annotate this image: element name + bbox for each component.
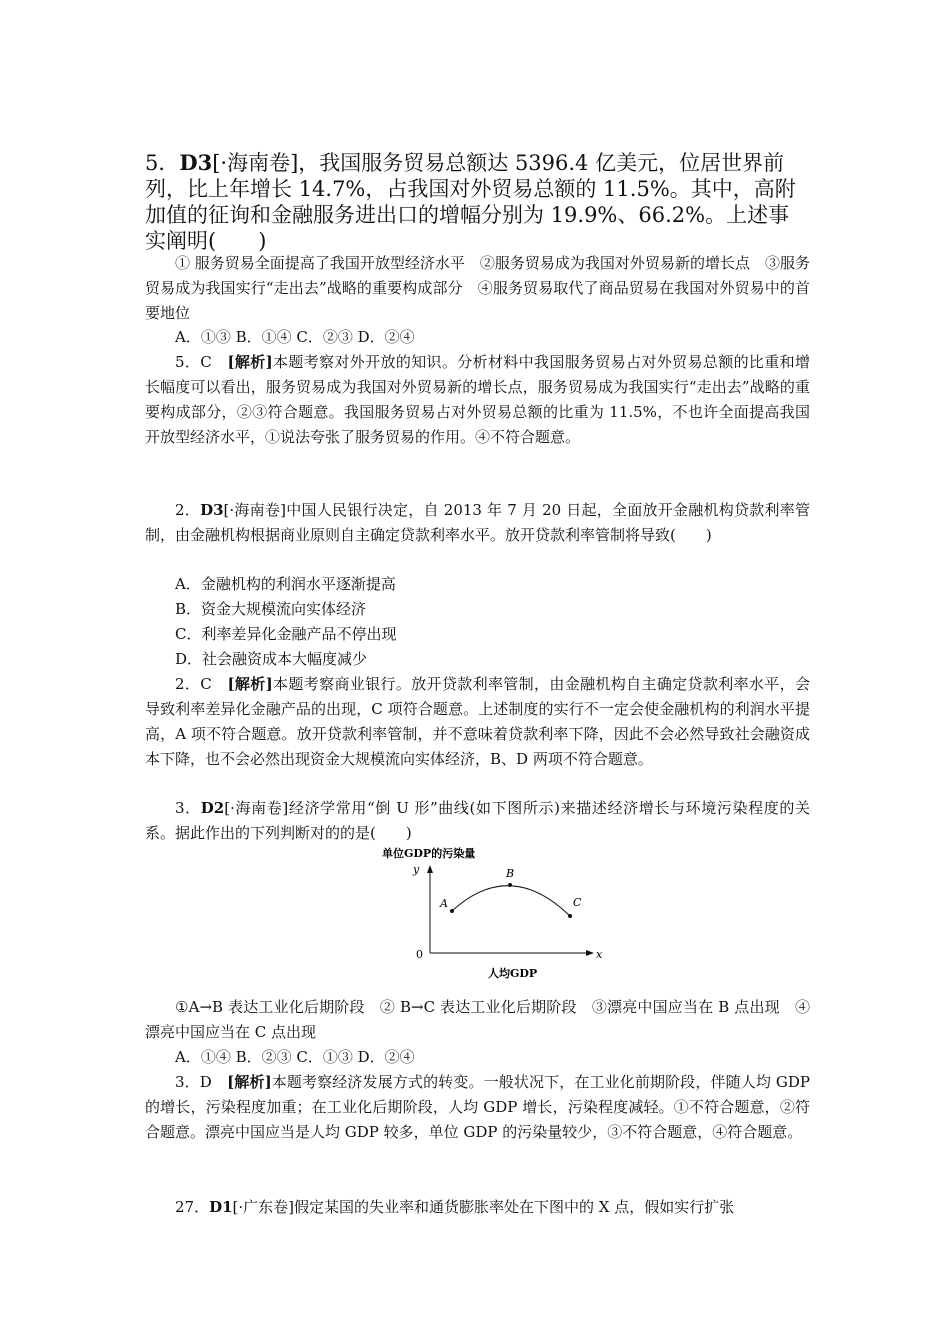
figure-x-title: 人均GDP	[488, 967, 538, 980]
q5-options: A．①③ B．①④ C．②③ D．②④	[175, 328, 415, 346]
y-axis-arrow	[427, 865, 433, 873]
q3-analysis-tag: [解析]	[227, 1073, 272, 1091]
q2-number: 2．	[175, 501, 201, 519]
q2-answer-head: 2．C	[175, 675, 228, 693]
y-axis-letter: y	[413, 863, 420, 876]
q27-source: [·广东卷]	[232, 1198, 295, 1216]
q5-analysis-text: 本题考察对外开放的知识。分析材料中我国服务贸易占对外贸易总额的比重和增长幅度可以看出，服务贸易成为我国对外贸易新的增长点，服务贸易成为我国实行“走出去”战略的重要构成部分，②③符合题意。我国服务贸易占对外贸易总额的比重为 11.5%，不也许全面提高我国开放型经济水平，①说法夸张了服务贸易的作用。④不符合题意。	[145, 353, 810, 446]
x-axis-arrow	[586, 950, 594, 956]
q2-analysis-text: 本题考察商业银行。放开贷款利率管制，由金融机构自主确定贷款利率水平，会导致利率差异化金融产品的出现，C 项符合题意。上述制度的实行不一定会使金融机构的利润水平提高，A 项不符合题意。放开贷款利率管制，并不意味着贷款利率下降，因此不会必然导致社会融资成本下降，也不会必然出现资金大规模流向实体经济，B、D 两项不符合题意。	[145, 675, 810, 768]
q2-answer	[145, 672, 810, 772]
q27-number: 27．	[175, 1198, 210, 1216]
q2-analysis-tag: [解析]	[227, 675, 273, 693]
q5-statements: ① 服务贸易全面提高了我国开放型经济水平 ②服务贸易成为我国对外贸易新的增长点 ③服务贸易成为我国实行“走出去”战略的重要构成部分 ④服务贸易取代了商品贸易在我国对外贸易中的首要地位	[145, 254, 810, 322]
q2-stem-text: 中国人民银行决定，自 2013 年 7 月 20 日起，全面放开金融机构贷款利率管制，由金融机构根据商业原则自主确定贷款利率水平。放开贷款利率管制将导致( )	[145, 501, 810, 544]
figure-y-title: 单位GDP的污染量	[382, 847, 476, 860]
q3-stem	[145, 796, 810, 846]
q5-tag: D3	[179, 150, 213, 175]
q3-statements: ①A→B 表达工业化后期阶段 ② B→C 表达工业化后期阶段 ③漂亮中国应当在 B 点出现 ④漂亮中国应当在 C 点出现	[145, 998, 810, 1041]
origin-label: 0	[416, 948, 423, 961]
q27-tag: D1	[209, 1198, 233, 1216]
x-axis-letter: x	[596, 948, 603, 961]
q5-number: 5．	[145, 151, 180, 175]
label-c: C	[573, 896, 582, 909]
label-a: A	[440, 897, 448, 910]
q27-stem-text: 假定某国的失业率和通货膨胀率处在下图中的 X 点，假如实行扩张	[294, 1198, 735, 1216]
point-c	[568, 914, 572, 918]
q3-tag: D2	[200, 799, 225, 817]
q2-stem	[145, 498, 810, 548]
q27-stem	[145, 1195, 810, 1220]
q2-option-d: D．社会融资成本大幅度减少	[175, 650, 368, 668]
q3-answer-head: 3．D	[175, 1073, 228, 1091]
point-a	[450, 909, 454, 913]
q5-stem	[145, 150, 810, 254]
q3-stem-text: 经济学常用“倒 U 形”曲线(如下图所示)来描述经济增长与环境污染程度的关系。据此作出的下列判断对的的是( )	[145, 799, 810, 842]
q2-option-c: C．利率差异化金融产品不停出现	[175, 625, 397, 643]
q5-source: [·海南卷]	[212, 151, 299, 175]
q3-answer	[145, 1070, 810, 1145]
q5-stem-text: ，我国服务贸易总额达 5396.4 亿美元，位居世界前列，比上年增长 14.7%，占我国对外贸易总额的 11.5%。其中，高附加值的征询和金融服务进出口的增幅分别为 19.9%、66.2%。上述事实阐明( )	[145, 151, 796, 253]
q2-option-b: B．资金大规模流向实体经济	[175, 600, 367, 618]
q5-answer	[145, 350, 810, 450]
q5-analysis-tag: [解析]	[227, 353, 273, 371]
q2-tag: D3	[200, 501, 224, 519]
q5-answer-head: 5．C	[175, 353, 228, 371]
q3-number: 3．	[175, 799, 201, 817]
label-b: B	[506, 867, 515, 880]
q3-source: [·海南卷]	[224, 799, 289, 817]
q2-source: [·海南卷]	[223, 501, 286, 519]
q3-options: A．①④ B．②③ C．①③ D．②④	[175, 1048, 415, 1066]
point-b	[508, 883, 512, 887]
inverted-u-curve	[452, 886, 570, 916]
q2-option-a: A．金融机构的利润水平逐渐提高	[175, 575, 396, 593]
inverted-u-figure	[370, 843, 620, 983]
q3-analysis-text: 本题考察经济发展方式的转变。一般状况下，在工业化前期阶段，伴随人均 GDP 的增长，污染程度加重；在工业化后期阶段，人均 GDP 增长，污染程度减轻。①不符合题意，②符合题意。漂亮中国应当是人均 GDP 较多，单位 GDP 的污染量较少，③不符合题意，④符合题意。	[145, 1073, 810, 1141]
